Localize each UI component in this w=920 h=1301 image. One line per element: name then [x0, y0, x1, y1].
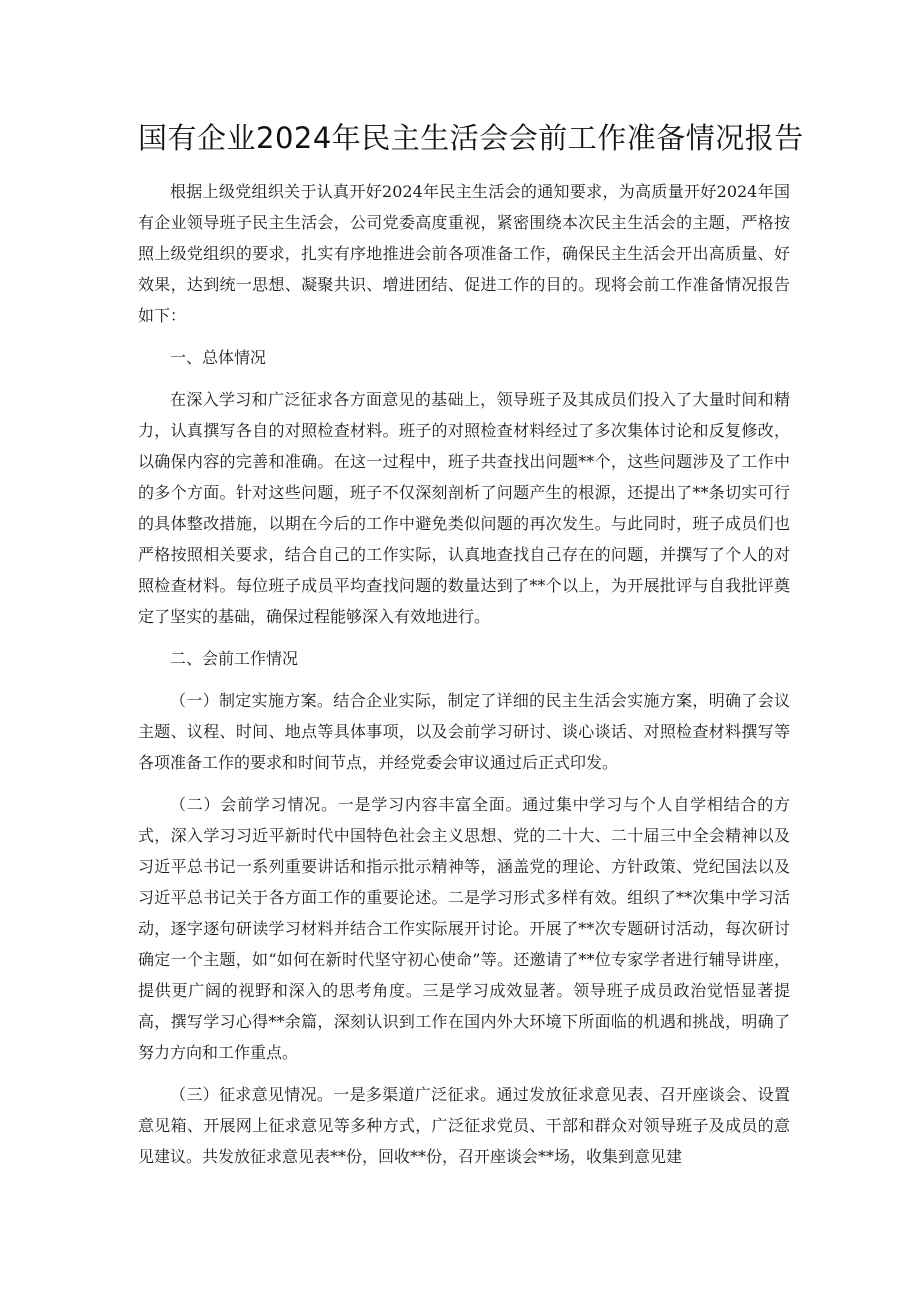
section-1-heading: 一、总体情况 [170, 348, 267, 367]
section-2-item-1: （一）制定实施方案。结合企业实际，制定了详细的民主生活会实施方案，明确了会议主题、议程、时间、地点等具体事项，以及会前学习研讨、谈心谈话、对照检查材料撰写等各项准备工作的要求和时间节点，并经党委会审议通过后正式印发。 [138, 691, 790, 772]
document-title: 国有企业2024年民主生活会会前工作准备情况报告 [138, 121, 804, 155]
section-2-item-2: （二）会前学习情况。一是学习内容丰富全面。通过集中学习与个人自学相结合的方式，深入学习习近平新时代中国特色社会主义思想、党的二十大、二十届三中全会精神以及习近平总书记一系列重要讲话和指示批示精神等，涵盖党的理论、方针政策、党纪国法以及习近平总书记关于各方面工作的重要论述。二是学习形式多样有效。组织了**次集中学习活动，逐字逐句研读学习材料并结合工作实际展开讨论。开展了**次专题研讨活动，每次研讨确定一个主题，如“如何在新时代坚守初心使命”等。还邀请了**位专家学者进行辅导讲座，提供更广阔的视野和深入的思考角度。三是学习成效显著。领导班子成员政治觉悟显著提高，撰写学习心得**余篇，深刻认识到工作在国内外大环境下所面临的机遇和挑战，明确了努力方向和工作重点。 [138, 795, 790, 1062]
intro-paragraph: 根据上级党组织关于认真开好2024年民主生活会的通知要求，为高质量开好2024年国有企业领导班子民主生活会，公司党委高度重视，紧密围绕本次民主生活会的主题，严格按照上级党组织的要求，扎实有序地推进会前各项准备工作，确保民主生活会开出高质量、好效果，达到统一思想、凝聚共识、增进团结、促进工作的目的。现将会前工作准备情况报告如下： [138, 182, 790, 325]
section-2-heading: 二、会前工作情况 [170, 649, 299, 668]
section-1-paragraph: 在深入学习和广泛征求各方面意见的基础上，领导班子及其成员们投入了大量时间和精力，认真撰写各自的对照检查材料。班子的对照检查材料经过了多次集体讨论和反复修改，以确保内容的完善和准确。在这一过程中，班子共查找出问题**个，这些问题涉及了工作中的多个方面。针对这些问题，班子不仅深刻剖析了问题产生的根源，还提出了**条切实可行的具体整改措施，以期在今后的工作中避免类似问题的再次发生。与此同时，班子成员们也严格按照相关要求，结合自己的工作实际，认真地查找自己存在的问题，并撰写了个人的对照检查材料。每位班子成员平均查找问题的数量达到了**个以上，为开展批评与自我批评奠定了坚实的基础，确保过程能够深入有效地进行。 [138, 390, 790, 626]
document-body [138, 176, 790, 1183]
section-2-item-3: （三）征求意见情况。一是多渠道广泛征求。通过发放征求意见表、召开座谈会、设置意见箱、开展网上征求意见等多种方式，广泛征求党员、干部和群众对领导班子及成员的意见建议。共发放征求意见表**份，回收**份，召开座谈会**场，收集到意见建 [138, 1085, 790, 1166]
